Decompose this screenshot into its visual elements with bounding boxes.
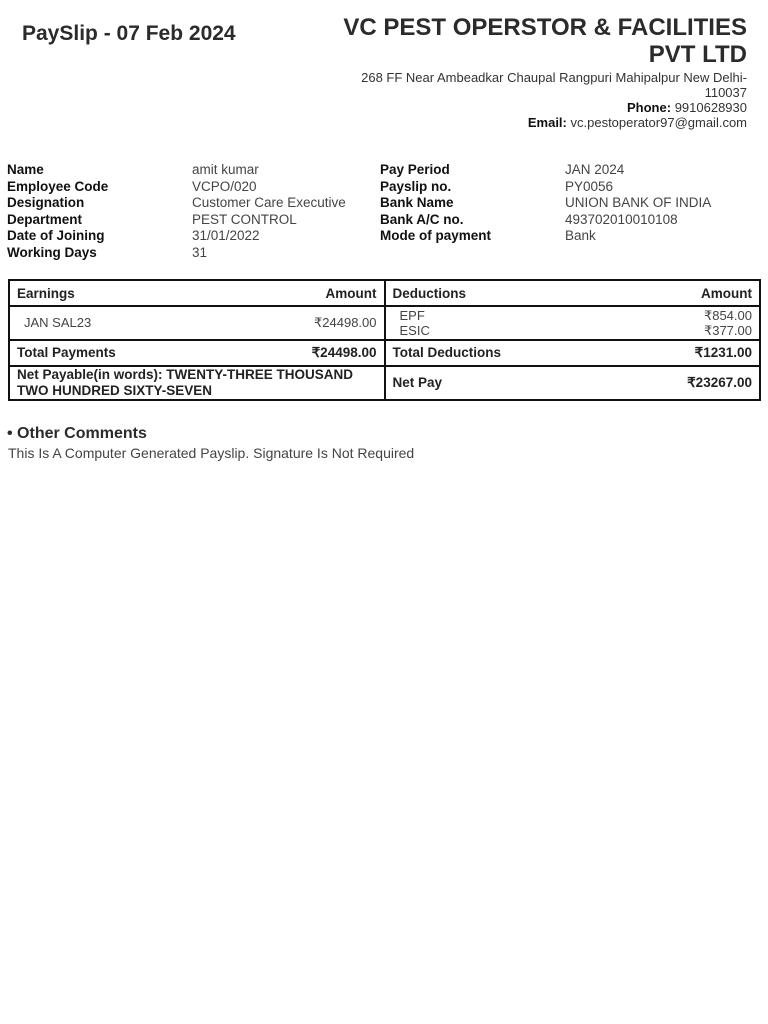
working-days-label: Working Days <box>7 244 97 260</box>
pay-period-label: Pay Period <box>380 162 450 177</box>
earning-item-amount: ₹24498.00 <box>314 315 377 330</box>
deductions-amount-header: Amount <box>701 285 752 301</box>
net-pay-value: ₹23267.00 <box>687 375 752 390</box>
deduction-item-label: ESIC <box>399 323 430 338</box>
company-name: VC PEST OPERSTOR & FACILITIES PVT LTD <box>343 14 747 68</box>
name-label: Name <box>7 162 44 177</box>
employee-code-value: VCPO/020 <box>192 178 257 194</box>
deduction-item-amount: ₹377.00 <box>703 323 752 338</box>
deduction-row <box>400 323 753 338</box>
earnings-header: Earnings <box>17 285 75 301</box>
employee-code-label: Employee Code <box>7 178 109 194</box>
working-days-value: 31 <box>192 244 208 260</box>
email-value: vc.pestoperator97@gmail.com <box>570 115 747 130</box>
deduction-item-label: EPF <box>399 308 425 323</box>
phone-value: 9910628930 <box>674 100 747 115</box>
total-payments-cell <box>9 340 385 366</box>
payslip-title: PaySlip - 07 Feb 2024 <box>22 22 236 45</box>
payslip-no-label: Payslip no. <box>380 178 452 194</box>
earnings-header-cell <box>9 280 385 306</box>
bank-name-label: Bank Name <box>380 195 454 210</box>
other-comments-heading: • Other Comments <box>7 425 147 442</box>
salary-table <box>8 279 761 401</box>
earning-item-label: JAN SAL23 <box>24 315 92 330</box>
department-value: PEST CONTROL <box>192 211 297 227</box>
doj-value: 31/01/2022 <box>192 228 260 243</box>
total-payments-value: ₹24498.00 <box>311 345 377 360</box>
payment-mode-value: Bank <box>565 228 596 243</box>
other-comments-text: This Is A Computer Generated Payslip. Signature Is Not Required <box>8 445 415 461</box>
email-label: Email: <box>527 115 567 130</box>
name-value: amit kumar <box>192 162 259 177</box>
earnings-amount-header: Amount <box>325 285 377 301</box>
doj-label: Date of Joining <box>7 228 105 243</box>
employee-info <box>7 162 762 261</box>
net-pay-label: Net Pay <box>392 375 443 390</box>
deductions-header: Deductions <box>392 285 467 301</box>
deductions-items-cell <box>385 306 761 340</box>
designation-label: Designation <box>7 195 85 210</box>
total-deductions-cell <box>385 340 761 366</box>
net-payable-words: Net Payable(in words): TWENTY-THREE THOUSAND TWO HUNDRED SIXTY-SEVEN <box>17 367 354 398</box>
designation-value: Customer Care Executive <box>192 195 346 210</box>
payment-mode-label: Mode of payment <box>380 228 492 243</box>
total-payments-label: Total Payments <box>17 345 116 360</box>
company-email <box>327 115 747 130</box>
deductions-header-cell <box>385 280 761 306</box>
phone-label: Phone: <box>627 100 672 115</box>
net-words-cell <box>9 366 385 400</box>
company-address: 268 FF Near Ambeadkar Chaupal Rangpuri Mahipalpur New Delhi-110037 <box>361 70 747 100</box>
earnings-items-cell <box>9 306 385 340</box>
payslip-no-value: PY0056 <box>565 178 614 194</box>
total-deductions-value: ₹1231.00 <box>694 345 752 360</box>
department-label: Department <box>7 211 83 227</box>
bank-account-value: 493702010010108 <box>565 211 678 227</box>
deduction-item-amount: ₹854.00 <box>703 308 752 323</box>
bank-name-value: UNION BANK OF INDIA <box>565 195 712 210</box>
total-deductions-label: Total Deductions <box>392 345 502 360</box>
deduction-row <box>400 308 753 323</box>
pay-period-value: JAN 2024 <box>565 162 625 177</box>
company-phone <box>327 100 747 115</box>
company-block <box>327 14 747 130</box>
net-pay-cell <box>385 366 761 400</box>
bank-account-label: Bank A/C no. <box>380 211 464 227</box>
